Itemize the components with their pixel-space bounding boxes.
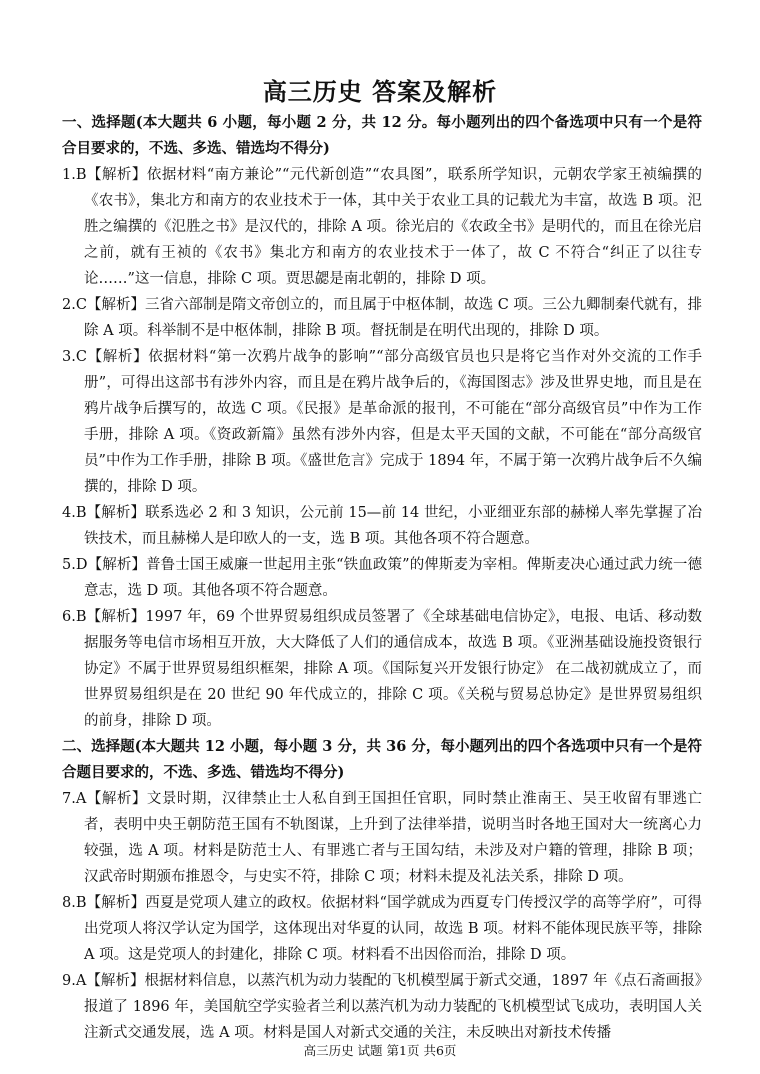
answer-item-1: 1.B【解析】依据材料“南方兼论”“元代新创造”“农具图”，联系所学知识，元朝农学家王祯编撰的《农书》，集北方和南方的农业技术于一体，其中关于农业工具的记载尤为丰富，故选 B 项。氾胜之编撰的《氾胜之书》是汉代的，排除 A 项。徐光启的《农政全书》是明代的，而且在徐光启之前，就有王祯的《农书》集北方和南方的农业技术于一体了，故 C 不符合“纠正了以往专论……”这一信息，排除 C 项。贾思勰是南北朝的，排除 D 项。 xyxy=(62,167,702,287)
answer-item-8: 8.B【解析】西夏是党项人建立的政权。依据材料“国学就成为西夏专门传授汉学的高等学府”，可得出党项人将汉学认定为国学，这体现出对华夏的认同，故选 B 项。材料不能体现民族平等，排除 A 项。这是党项人的封建化，排除 C 项。材料看不出因俗而治，排除 D 项。 xyxy=(62,895,702,963)
answer-item-4: 4.B【解析】联系选必 2 和 3 知识，公元前 15—前 14 世纪，小亚细亚东部的赫梯人率先掌握了冶铁技术，而且赫梯人是印欧人的一支，选 B 项。其他各项不符合题意。 xyxy=(62,505,702,547)
page-title: 高三历史 答案及解析 xyxy=(262,78,498,106)
answer-item-3: 3.C【解析】依据材料“第一次鸦片战争的影响”“部分高级官员也只是将它当作对外交流的工作手册”，可得出这部书有涉外内容，而且是在鸦片战争后的，《海国图志》涉及世界史地，而且是在鸦片战争后撰写的，故选 C 项。《民报》是革命派的报刊，不可能在“部分高级官员”中作为工作手册，排除 A 项。《资政新篇》虽然有涉外内容，但是太平天国的文献，不可能在“部分高级官员”中作为工作手册，排除 B 项。《盛世危言》完成于 1894 年，不属于第一次鸦片战争后不久编撰的，排除 D 项。 xyxy=(62,349,702,495)
answer-item-6: 6.B【解析】1997 年，69 个世界贸易组织成员签署了《全球基础电信协定》，电报、电话、移动数据服务等电信市场相互开放，大大降低了人们的通信成本，故选 B 项。《亚洲基础设施投资银行协定》不属于世界贸易组织框架，排除 A 项。《国际复兴开发银行协定》 在二战初就成立了，而世界贸易组织是在 20 世纪 90 年代成立的，排除 C 项。《关税与贸易总协定》是世界贸易组织的前身，排除 D 项。 xyxy=(62,609,702,729)
section-heading-1: 一、选择题(本大题共 6 小题，每小题 2 分，共 12 分。每小题列出的四个备选项中只有一个是符合目要求的，不选、多选、错选均不得分) xyxy=(62,114,702,157)
answer-item-2: 2.C【解析】三省六部制是隋文帝创立的，而且属于中枢体制，故选 C 项。三公九卿制秦代就有，排除 A 项。科举制不是中枢体制，排除 B 项。督抚制是在明代出现的，排除 D 项。 xyxy=(62,297,702,339)
page-footer: 高三历史 试题 第1页 共6页 xyxy=(303,1043,457,1058)
answer-item-5: 5.D【解析】普鲁士国王威廉一世起用主张“铁血政策”的俾斯麦为宰相。俾斯麦决心通过武力统一德意志，选 D 项。其他各项不符合题意。 xyxy=(62,557,702,599)
answer-body xyxy=(62,110,702,1046)
answer-item-9: 9.A【解析】根据材料信息，以蒸汽机为动力装配的飞机模型属于新式交通，1897 年《点石斋画报》报道了 1896 年，美国航空学实验者兰利以蒸汽机为动力装配的飞机模型试飞成功，表明国人关注新式交通发展，选 A 项。材料是国人对新式交通的关注，未反映出对新技术传播 xyxy=(62,973,702,1041)
answer-item-7: 7.A【解析】文景时期，汉律禁止士人私自到王国担任官职，同时禁止淮南王、吴王收留有罪逃亡者，表明中央王朝防范王国有不轨图谋，上升到了法律举措，说明当时各地王国对大一统离心力较强，选 A 项。材料是防范士人、有罪逃亡者与王国勾结，未涉及对户籍的管理，排除 B 项；汉武帝时期颁布推恩令，与史实不符，排除 C 项；材料未提及礼法关系，排除 D 项。 xyxy=(62,791,702,885)
section-heading-2: 二、选择题(本大题共 12 小题，每小题 3 分，共 36 分，每小题列出的四个各选项中只有一个是符合题目要求的，不选、多选、错选均不得分) xyxy=(62,738,702,781)
